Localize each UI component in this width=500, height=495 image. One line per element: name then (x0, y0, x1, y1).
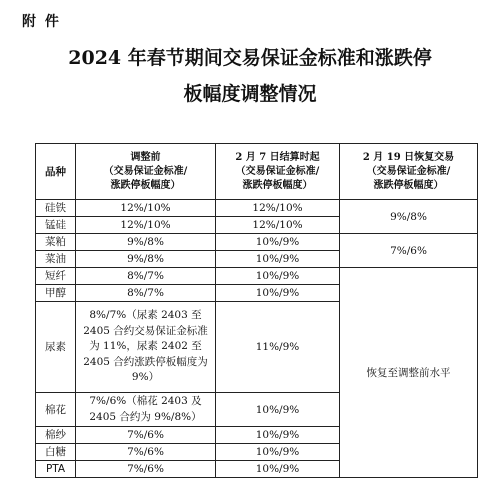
feb7-value: 10%/9% (216, 427, 340, 444)
before-value: 9%/8% (76, 251, 216, 268)
margin-limit-table (35, 143, 478, 478)
feb7-value: 12%/10% (216, 217, 340, 234)
feb7-value: 10%/9% (216, 268, 340, 285)
header-feb19-line2: （交易保证金标准/ (366, 165, 451, 177)
feb7-value: 12%/10% (216, 200, 340, 217)
before-value: 12%/10% (76, 200, 216, 217)
feb7-value: 10%/9% (216, 444, 340, 461)
feb19-ferroalloy-value: 9%/8% (340, 200, 478, 234)
header-feb19 (340, 144, 478, 200)
feb7-value: 11%/9% (216, 302, 340, 393)
product-name: 棉纱 (36, 427, 76, 444)
header-feb7-line3: 涨跌停板幅度） (242, 179, 313, 191)
feb7-value: 10%/9% (216, 234, 340, 251)
header-feb7 (216, 144, 340, 200)
attachment-label: 附 件 (22, 14, 61, 30)
table-row (36, 268, 478, 285)
header-before-line2: （交易保证金标准/ (103, 165, 188, 177)
feb7-value: 10%/9% (216, 393, 340, 427)
before-value: 7%/6% (76, 461, 216, 478)
before-value: 8%/7% (76, 268, 216, 285)
table-row (36, 234, 478, 251)
product-name: PTA (36, 461, 76, 478)
header-feb7-line2: （交易保证金标准/ (235, 165, 320, 177)
header-product: 品种 (36, 144, 76, 200)
before-value: 8%/7%（尿素 2403 至 2405 合约交易保证金标准为 11%，尿素 2402 至 2405 合约涨跌停板幅度为 9%） (76, 302, 216, 393)
before-value: 7%/6% (76, 444, 216, 461)
feb7-value: 10%/9% (216, 251, 340, 268)
product-name: 棉花 (36, 393, 76, 427)
table-row (36, 200, 478, 217)
product-name: 菜油 (36, 251, 76, 268)
feb7-value: 10%/9% (216, 461, 340, 478)
product-name: 甲醇 (36, 285, 76, 302)
header-feb19-line1: 2 月 19 日恢复交易 (362, 151, 455, 163)
product-name: 尿素 (36, 302, 76, 393)
before-value: 12%/10% (76, 217, 216, 234)
table-header-row (36, 144, 478, 200)
doc-title-line2: 板幅度调整情况 (183, 83, 317, 105)
before-value: 7%/6% (76, 427, 216, 444)
before-value: 8%/7% (76, 285, 216, 302)
product-name: 白糖 (36, 444, 76, 461)
feb19-rapeseed-value: 7%/6% (340, 234, 478, 268)
product-name: 锰硅 (36, 217, 76, 234)
feb19-rest-value: 恢复至调整前水平 (340, 268, 478, 478)
product-name: 硅铁 (36, 200, 76, 217)
doc-title-line1: 2024 年春节期间交易保证金标准和涨跌停 (68, 47, 432, 69)
before-value: 7%/6%（棉花 2403 及 2405 合约为 9%/8%） (76, 393, 216, 427)
product-name: 短纤 (36, 268, 76, 285)
header-feb19-line3: 涨跌停板幅度） (373, 179, 444, 191)
header-before (76, 144, 216, 200)
header-before-line3: 涨跌停板幅度） (110, 179, 181, 191)
before-value: 9%/8% (76, 234, 216, 251)
feb7-value: 10%/9% (216, 285, 340, 302)
header-before-line1: 调整前 (130, 151, 161, 163)
product-name: 菜粕 (36, 234, 76, 251)
header-feb7-line1: 2 月 7 日结算时起 (235, 151, 320, 163)
